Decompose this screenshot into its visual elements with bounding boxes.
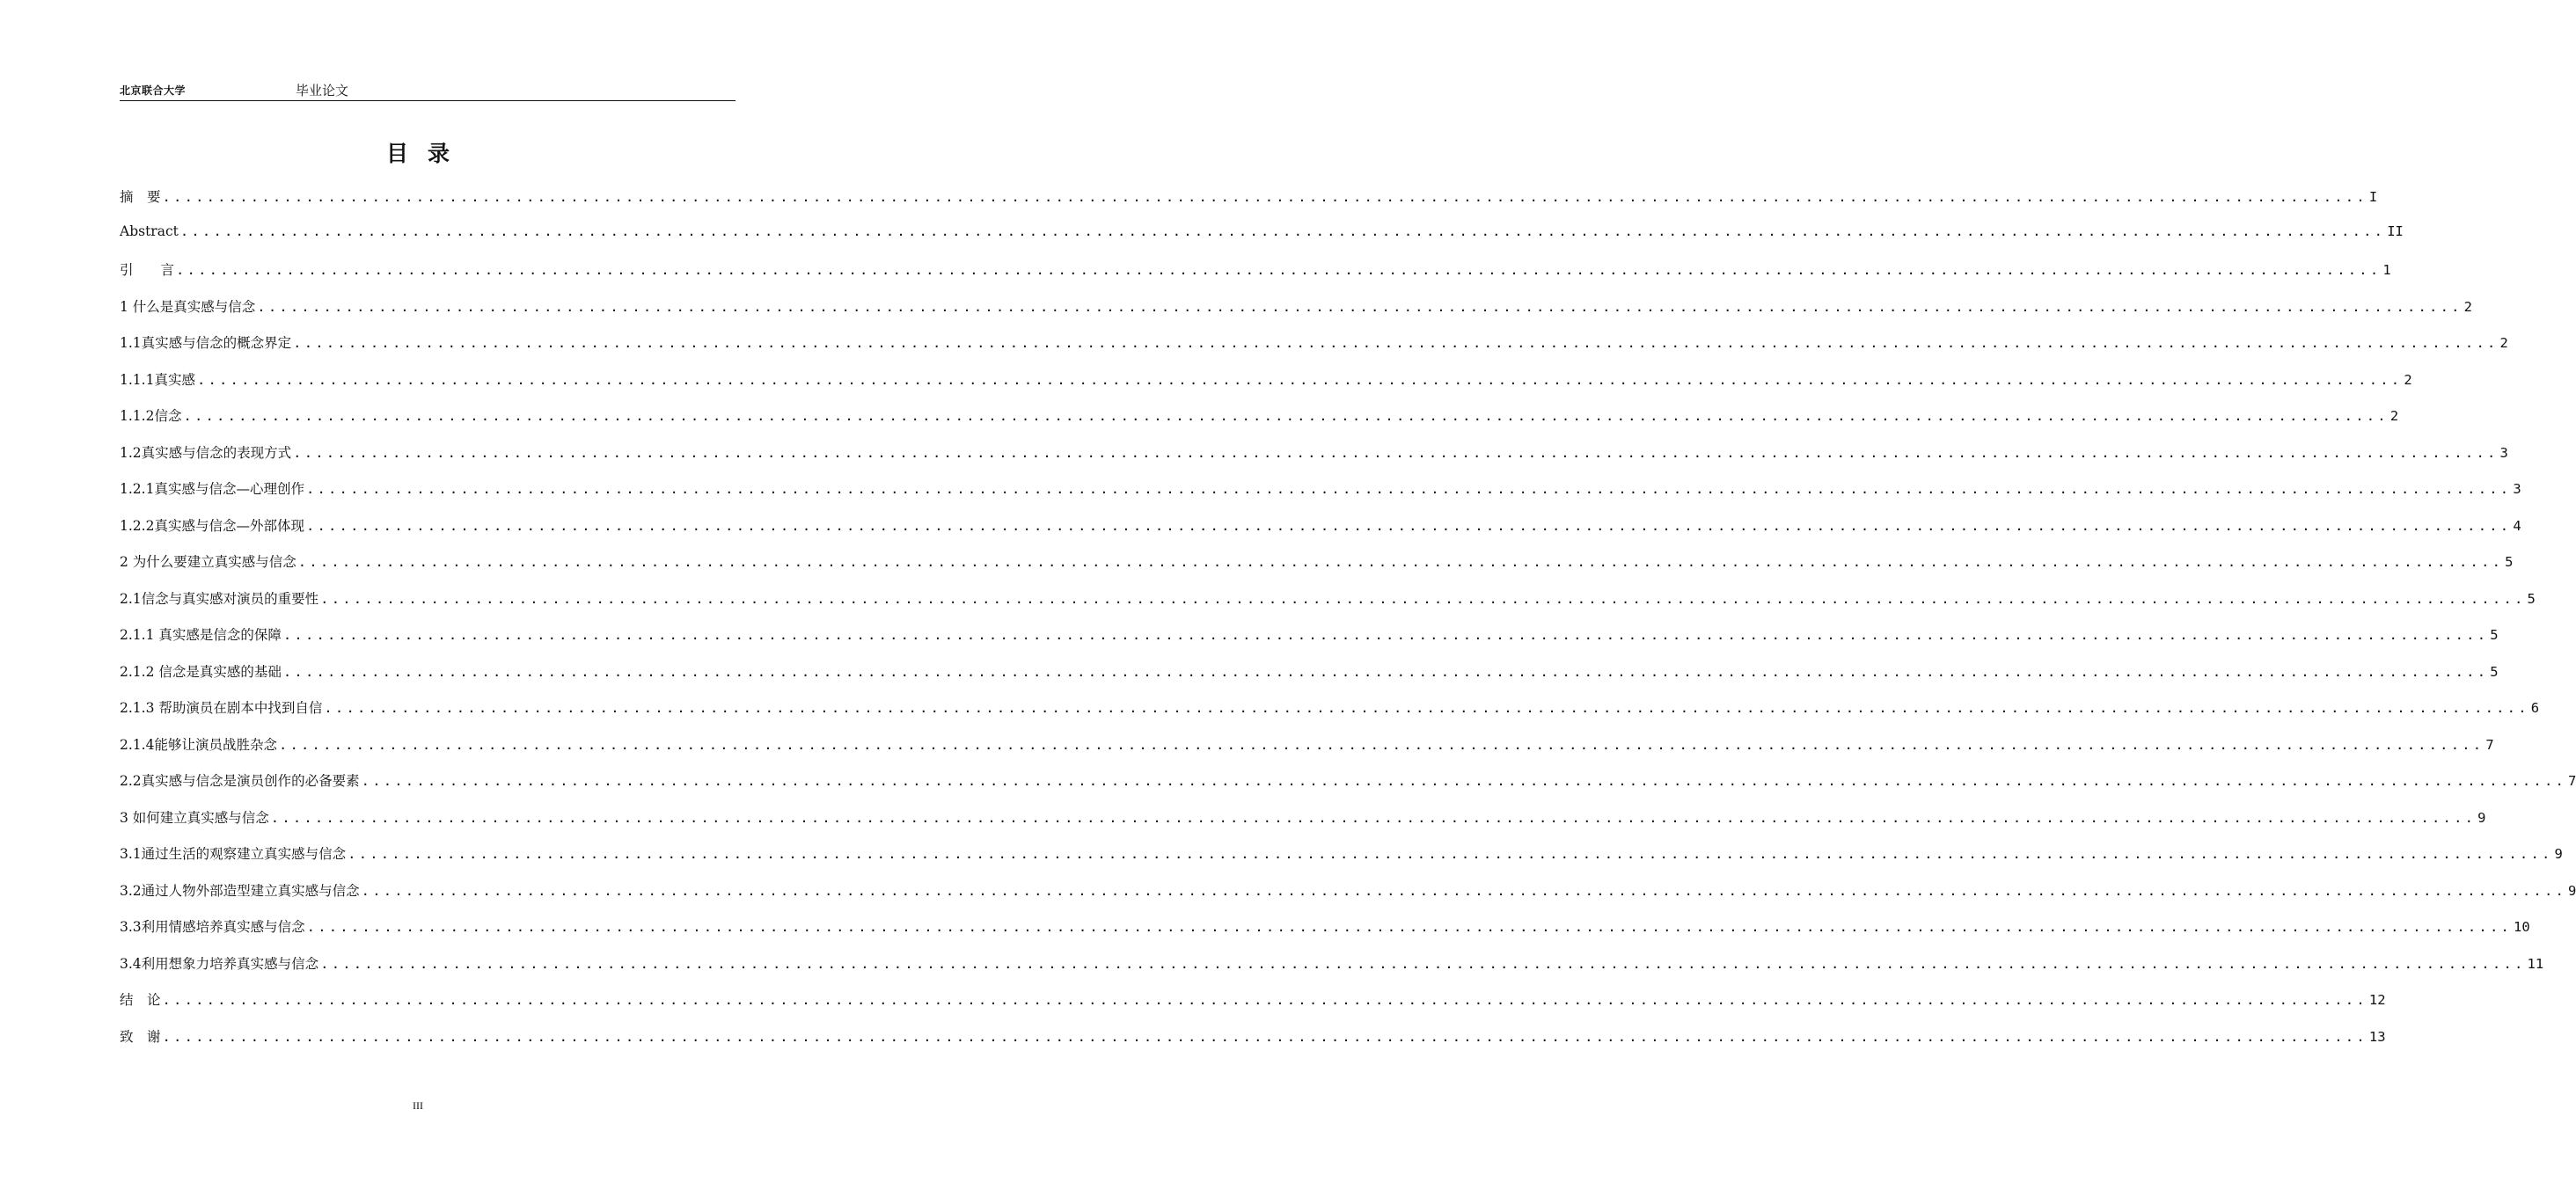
toc-entry[interactable] xyxy=(120,186,2378,223)
toc-leader-dots: ........................................................................................................................................................................................................ xyxy=(305,481,2512,497)
toc-leader-dots: ........................................................................................................................................................................................................ xyxy=(320,590,2526,607)
toc-entry[interactable] xyxy=(120,661,2499,698)
page-number: III xyxy=(413,1099,423,1112)
toc-entry-label: 致 谢 xyxy=(120,1028,161,1045)
header-doc-type: 毕业论文 xyxy=(296,83,349,98)
toc-entry[interactable] xyxy=(120,259,2391,296)
toc-leader-dots: ........................................................................................................................................................................................................ xyxy=(282,627,2489,643)
toc-leader-dots: ........................................................................................................................................................................................................ xyxy=(257,298,2463,315)
toc-entry[interactable] xyxy=(120,588,2536,625)
toc-entry-page: 9 xyxy=(2554,846,2563,862)
toc-leader-dots: ........................................................................................................................................................................................................ xyxy=(293,335,2499,351)
toc-leader-dots: ........................................................................................................................................................................................................ xyxy=(176,262,2382,278)
table-of-contents xyxy=(120,186,2576,1062)
toc-leader-dots: ........................................................................................................................................................................................................ xyxy=(282,663,2489,680)
toc-entry-page: 9 xyxy=(2477,809,2486,826)
toc-entry-label: 3.4利用想象力培养真实感与信念 xyxy=(120,955,319,972)
toc-entry-label: 2.1.2 信念是真实感的基础 xyxy=(120,663,282,680)
toc-entry-label: 1.1真实感与信念的概念界定 xyxy=(120,335,292,351)
toc-entry[interactable] xyxy=(120,515,2521,552)
toc-entry[interactable] xyxy=(120,807,2486,844)
toc-entry[interactable] xyxy=(120,697,2540,734)
toc-entry[interactable] xyxy=(120,770,2576,807)
toc-entry-page: 5 xyxy=(2490,663,2499,680)
toc-entry-label: 1.2.1真实感与信念—心理创作 xyxy=(120,481,304,497)
toc-entry-page: 4 xyxy=(2513,517,2521,534)
running-header xyxy=(120,81,735,101)
toc-entry-label: 2 为什么要建立真实感与信念 xyxy=(120,554,296,570)
toc-entry[interactable] xyxy=(120,369,2412,406)
toc-entry-label: Abstract xyxy=(120,223,179,239)
toc-entry-label: 2.1信念与真实感对演员的重要性 xyxy=(120,590,319,607)
toc-entry-page: 3 xyxy=(2513,481,2521,497)
toc-entry-page: 5 xyxy=(2490,627,2499,643)
toc-entry[interactable] xyxy=(120,843,2563,880)
toc-entry-label: 2.2真实感与信念是演员创作的必备要素 xyxy=(120,773,360,789)
toc-entry-page: II xyxy=(2387,223,2404,239)
toc-entry-label: 引 言 xyxy=(120,262,175,278)
toc-entry-page: 9 xyxy=(2568,882,2576,899)
toc-entry-page: 2 xyxy=(2404,371,2412,388)
toc-entry[interactable] xyxy=(120,916,2530,953)
toc-entry-label: 2.1.1 真实感是信念的保障 xyxy=(120,627,282,643)
toc-entry-page: 6 xyxy=(2530,700,2540,716)
toc-entry-label: 1 什么是真实感与信念 xyxy=(120,298,256,315)
toc-entry-page: 10 xyxy=(2514,919,2530,935)
toc-leader-dots: ........................................................................................................................................................................................................ xyxy=(305,517,2512,534)
toc-leader-dots: ........................................................................................................................................................................................................ xyxy=(179,223,2386,239)
toc-title: 目录 xyxy=(385,141,469,166)
toc-entry-page: 7 xyxy=(2568,773,2576,789)
toc-entry[interactable] xyxy=(120,405,2399,442)
toc-entry-page: 1 xyxy=(2382,262,2391,278)
toc-leader-dots: ........................................................................................................................................................................................................ xyxy=(297,554,2504,570)
toc-leader-dots: ........................................................................................................................................................................................................ xyxy=(183,408,2389,424)
toc-entry-page: 12 xyxy=(2368,992,2386,1008)
toc-leader-dots: ........................................................................................................................................................................................................ xyxy=(162,1028,2367,1045)
toc-leader-dots: ........................................................................................................................................................................................................ xyxy=(361,773,2567,789)
toc-entry[interactable] xyxy=(120,624,2499,661)
toc-entry-label: 3.2通过人物外部造型建立真实感与信念 xyxy=(120,882,360,899)
toc-entry[interactable] xyxy=(120,1026,2386,1063)
toc-entry-page: 5 xyxy=(2505,554,2514,570)
toc-leader-dots: ........................................................................................................................................................................................................ xyxy=(162,992,2367,1008)
toc-entry-label: 2.1.3 帮助演员在剧本中找到自信 xyxy=(120,700,323,716)
toc-entry[interactable] xyxy=(120,989,2386,1026)
toc-entry[interactable] xyxy=(120,734,2494,771)
toc-leader-dots: ........................................................................................................................................................................................................ xyxy=(361,882,2567,899)
toc-entry-page: 3 xyxy=(2499,444,2508,461)
toc-leader-dots: ........................................................................................................................................................................................................ xyxy=(293,444,2499,461)
toc-entry-label: 1.1.2信念 xyxy=(120,408,182,424)
toc-entry-label: 2.1.4能够让演员战胜杂念 xyxy=(120,736,277,753)
toc-leader-dots: ........................................................................................................................................................................................................ xyxy=(348,846,2553,862)
toc-entry[interactable] xyxy=(120,296,2472,333)
toc-entry-page: 5 xyxy=(2527,590,2536,607)
toc-entry-page: 13 xyxy=(2368,1028,2386,1045)
header-university: 北京联合大学 xyxy=(120,84,187,97)
toc-entry-page: 2 xyxy=(2463,298,2472,315)
toc-leader-dots: ........................................................................................................................................................................................................ xyxy=(324,700,2529,716)
toc-entry-page: 2 xyxy=(2499,335,2508,351)
toc-entry-label: 1.2真实感与信念的表现方式 xyxy=(120,444,292,461)
toc-entry[interactable] xyxy=(120,880,2576,917)
toc-leader-dots: ........................................................................................................................................................................................................ xyxy=(270,809,2477,826)
toc-entry-label: 3 如何建立真实感与信念 xyxy=(120,809,269,826)
toc-entry-page: I xyxy=(2368,189,2378,205)
toc-leader-dots: ........................................................................................................................................................................................................ xyxy=(278,736,2485,753)
toc-entry[interactable] xyxy=(120,332,2508,369)
toc-entry-label: 3.3利用情感培养真实感与信念 xyxy=(120,919,305,935)
toc-entry-label: 结 论 xyxy=(120,992,161,1008)
toc-entry-label: 摘 要 xyxy=(120,189,161,205)
toc-entry-page: 11 xyxy=(2527,955,2544,972)
toc-leader-dots: ........................................................................................................................................................................................................ xyxy=(320,955,2526,972)
toc-entry-label: 1.1.1真实感 xyxy=(120,371,195,388)
toc-leader-dots: ........................................................................................................................................................................................................ xyxy=(306,919,2513,935)
toc-leader-dots: ........................................................................................................................................................................................................ xyxy=(196,371,2403,388)
toc-leader-dots: ........................................................................................................................................................................................................ xyxy=(162,189,2367,205)
toc-entry[interactable] xyxy=(120,442,2508,479)
toc-entry-label: 3.1通过生活的观察建立真实感与信念 xyxy=(120,846,347,862)
toc-entry-page: 2 xyxy=(2389,408,2399,424)
toc-entry[interactable] xyxy=(120,953,2544,990)
toc-entry[interactable] xyxy=(120,551,2514,588)
toc-entry-label: 1.2.2真实感与信念—外部体现 xyxy=(120,517,304,534)
toc-entry-page: 7 xyxy=(2485,736,2494,753)
toc-entry[interactable] xyxy=(120,223,2404,260)
toc-entry[interactable] xyxy=(120,478,2521,515)
